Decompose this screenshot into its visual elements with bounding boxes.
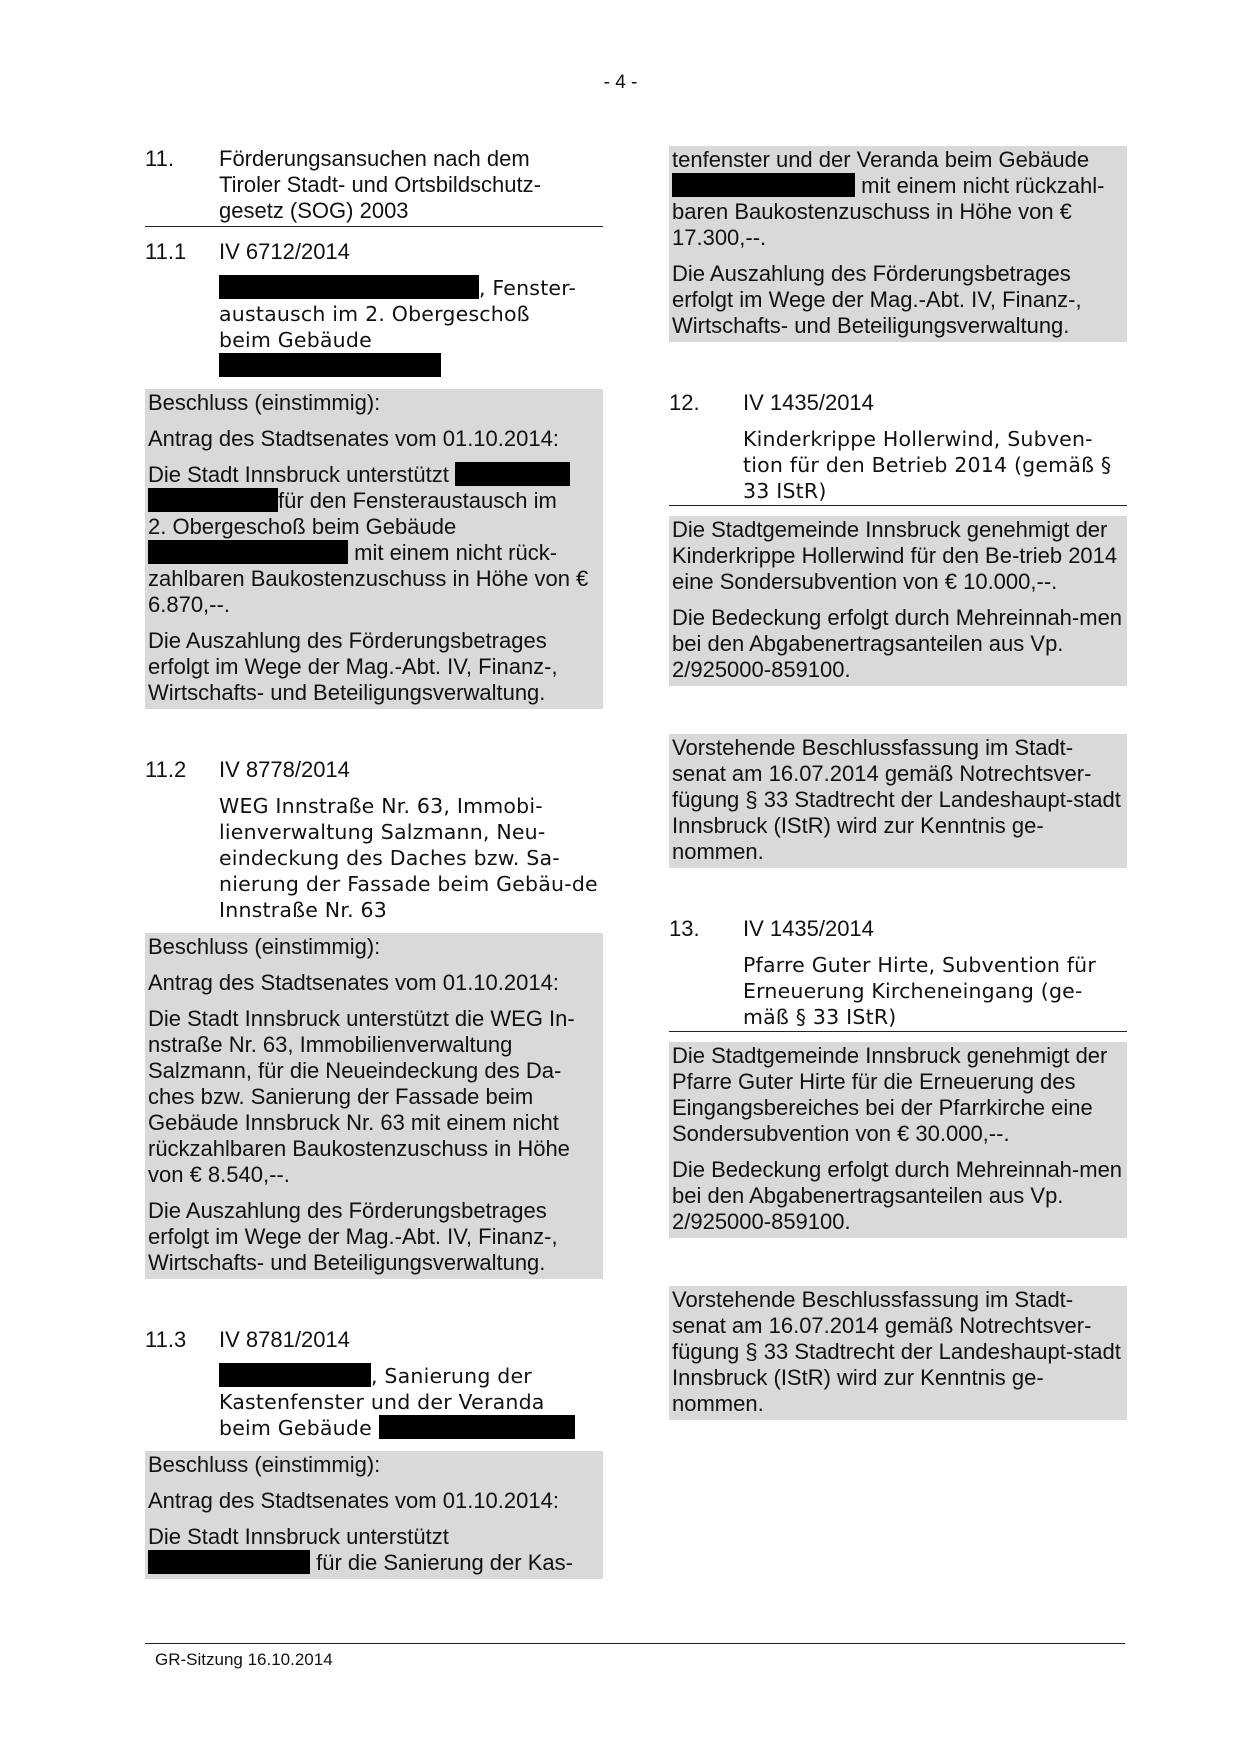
item-heading <box>669 916 1127 942</box>
text-run: mit einem nicht rück- <box>354 540 558 565</box>
subject-text: , Sanierung der <box>371 1364 532 1388</box>
resolution-label: Beschluss (einstimmig): <box>148 1452 381 1477</box>
item-number: 11.3 <box>145 1327 187 1352</box>
text-run: baren Baukostenzuschuss in Höhe von € 17.300,--. <box>672 199 1072 250</box>
section-11-heading <box>145 146 603 227</box>
subject-text: beim Gebäude <box>219 1416 372 1440</box>
item-11-3 <box>145 1327 603 1579</box>
motion-label: Antrag des Stadtsenates vom 01.10.2014: <box>148 1488 559 1513</box>
subject-text: Kastenfenster und der Veranda <box>219 1390 545 1414</box>
resolution-text <box>672 147 1124 251</box>
acknowledgement-box <box>669 734 1127 868</box>
resolution-label: Beschluss (einstimmig): <box>148 934 381 959</box>
resolution-box <box>145 389 603 709</box>
footer-text: GR-Sitzung 16.10.2014 <box>155 1650 333 1669</box>
item-subject: WEG Innstraße Nr. 63, Immobi-lienverwaltung Salzmann, Neu-eindeckung des Daches bzw. Sa-nierung der Fassade beim Gebäu-de Innstraße Nr. 63 <box>219 794 598 922</box>
item-number: 12. <box>669 390 700 415</box>
resolution-label: Beschluss (einstimmig): <box>148 390 381 415</box>
text-run: für den Fensteraustausch im <box>278 488 557 513</box>
section-number: 11. <box>145 146 174 171</box>
item-reference: IV 8778/2014 <box>219 757 350 782</box>
item-13 <box>669 916 1127 1420</box>
item-11-1 <box>145 239 603 709</box>
item-subject <box>145 1363 603 1441</box>
redaction-bar <box>672 173 855 197</box>
left-column <box>145 146 603 1579</box>
redaction-bar <box>148 488 278 512</box>
resolution-text: Die Stadtgemeinde Innsbruck genehmigt der Kinderkrippe Hollerwind für den Be-trieb 2014 eine Sondersubvention von € 10.000,--. <box>672 517 1118 594</box>
item-subject: Kinderkrippe Hollerwind, Subven-tion für den Betrieb 2014 (gemäß § 33 IStR) <box>669 426 1127 506</box>
item-heading <box>145 239 603 265</box>
redaction-bar <box>148 1550 310 1574</box>
item-reference: IV 1435/2014 <box>743 390 874 415</box>
redaction-bar <box>455 462 570 486</box>
payment-text: Die Auszahlung des Förderungsbetrages erfolgt im Wege der Mag.-Abt. IV, Finanz-, Wirtschafts- und Beteiligungsverwaltung. <box>148 1198 558 1275</box>
text-run: mit einem nicht rückzahl- <box>861 173 1105 198</box>
redaction-bar <box>219 1363 371 1387</box>
item-heading <box>145 757 603 783</box>
item-reference: IV 8781/2014 <box>219 1327 350 1352</box>
resolution-box <box>669 1042 1127 1238</box>
text-run: tenfenster und der Veranda beim Gebäude <box>672 147 1090 172</box>
item-12 <box>669 390 1127 868</box>
item-reference: IV 6712/2014 <box>219 239 350 264</box>
acknowledgement-box <box>669 1286 1127 1420</box>
text-run: Die Stadt Innsbruck unterstützt <box>148 462 449 487</box>
subject-text: beim Gebäude <box>219 328 372 352</box>
motion-label: Antrag des Stadtsenates vom 01.10.2014: <box>148 426 559 451</box>
text-run: 2. Obergeschoß beim Gebäude <box>148 514 457 539</box>
resolution-text: Die Stadt Innsbruck unterstützt die WEG In-nstraße Nr. 63, Immobilienverwaltung Salzmann, für die Neueindeckung des Da-ches bzw. Sanierung der Fassade beim Gebäude Innsbruck Nr. 63 mit einem nicht rückzahlbaren Baukostenzuschuss in Höhe von € 8.540,--. <box>148 1006 575 1187</box>
item-subject: Pfarre Guter Hirte, Subvention für Erneuerung Kircheneingang (ge-mäß § 33 IStR) <box>669 952 1127 1032</box>
redaction-bar <box>148 540 348 564</box>
resolution-box-continued <box>669 146 1127 342</box>
page-number: - 4 - <box>603 72 638 93</box>
payment-text: Die Auszahlung des Förderungsbetrages erfolgt im Wege der Mag.-Abt. IV, Finanz-, Wirtschafts- und Beteiligungsverwaltung. <box>148 628 558 705</box>
right-column <box>669 146 1127 1420</box>
text-run: zahlbaren Baukostenzuschuss in Höhe von € 6.870,--. <box>148 566 589 617</box>
item-number: 11.1 <box>145 239 187 264</box>
item-number: 11.2 <box>145 757 187 782</box>
item-subject <box>145 275 603 379</box>
resolution-box <box>145 1451 603 1579</box>
section-title: Förderungsansuchen nach dem Tiroler Stadt- und Ortsbildschutz-gesetz (SOG) 2003 <box>219 146 541 223</box>
text-run: Die Stadt Innsbruck unterstützt <box>148 1524 449 1549</box>
resolution-text: Die Stadtgemeinde Innsbruck genehmigt der Pfarre Guter Hirte für die Erneuerung des Eingangsbereiches bei der Pfarrkirche eine Sondersubvention von € 30.000,--. <box>672 1043 1108 1146</box>
redaction-bar <box>379 1415 575 1439</box>
acknowledgement-text: Vorstehende Beschlussfassung im Stadt-senat am 16.07.2014 gemäß Notrechtsver-fügung § 33 Stadtrecht der Landeshaupt-stadt Innsbruck (IStR) wird zur Kenntnis ge-nommen. <box>672 735 1121 864</box>
acknowledgement-text: Vorstehende Beschlussfassung im Stadt-senat am 16.07.2014 gemäß Notrechtsver-fügung § 33 Stadtrecht der Landeshaupt-stadt Innsbruck (IStR) wird zur Kenntnis ge-nommen. <box>672 1287 1121 1416</box>
item-heading <box>669 390 1127 416</box>
resolution-text <box>148 1524 600 1576</box>
item-number: 13. <box>669 916 700 941</box>
coverage-text: Die Bedeckung erfolgt durch Mehreinnah-men bei den Abgabenertragsanteilen aus Vp. 2/925000-859100. <box>672 1157 1123 1234</box>
resolution-box <box>669 516 1127 686</box>
motion-label: Antrag des Stadtsenates vom 01.10.2014: <box>148 970 559 995</box>
footer-divider <box>145 1643 1125 1644</box>
redaction-bar <box>219 275 479 299</box>
subject-text: austausch im 2. Obergeschoß <box>219 302 530 326</box>
resolution-text <box>148 462 600 618</box>
payment-text: Die Auszahlung des Förderungsbetrages erfolgt im Wege der Mag.-Abt. IV, Finanz-, Wirtschafts- und Beteiligungsverwaltung. <box>672 261 1082 338</box>
resolution-box <box>145 933 603 1279</box>
redaction-bar <box>219 353 441 377</box>
coverage-text: Die Bedeckung erfolgt durch Mehreinnah-men bei den Abgabenertragsanteilen aus Vp. 2/925000-859100. <box>672 605 1123 682</box>
item-11-2 <box>145 757 603 1279</box>
text-run: für die Sanierung der Kas- <box>316 1550 573 1575</box>
item-reference: IV 1435/2014 <box>743 916 874 941</box>
subject-text: , Fenster- <box>479 276 577 300</box>
item-heading <box>145 1327 603 1353</box>
